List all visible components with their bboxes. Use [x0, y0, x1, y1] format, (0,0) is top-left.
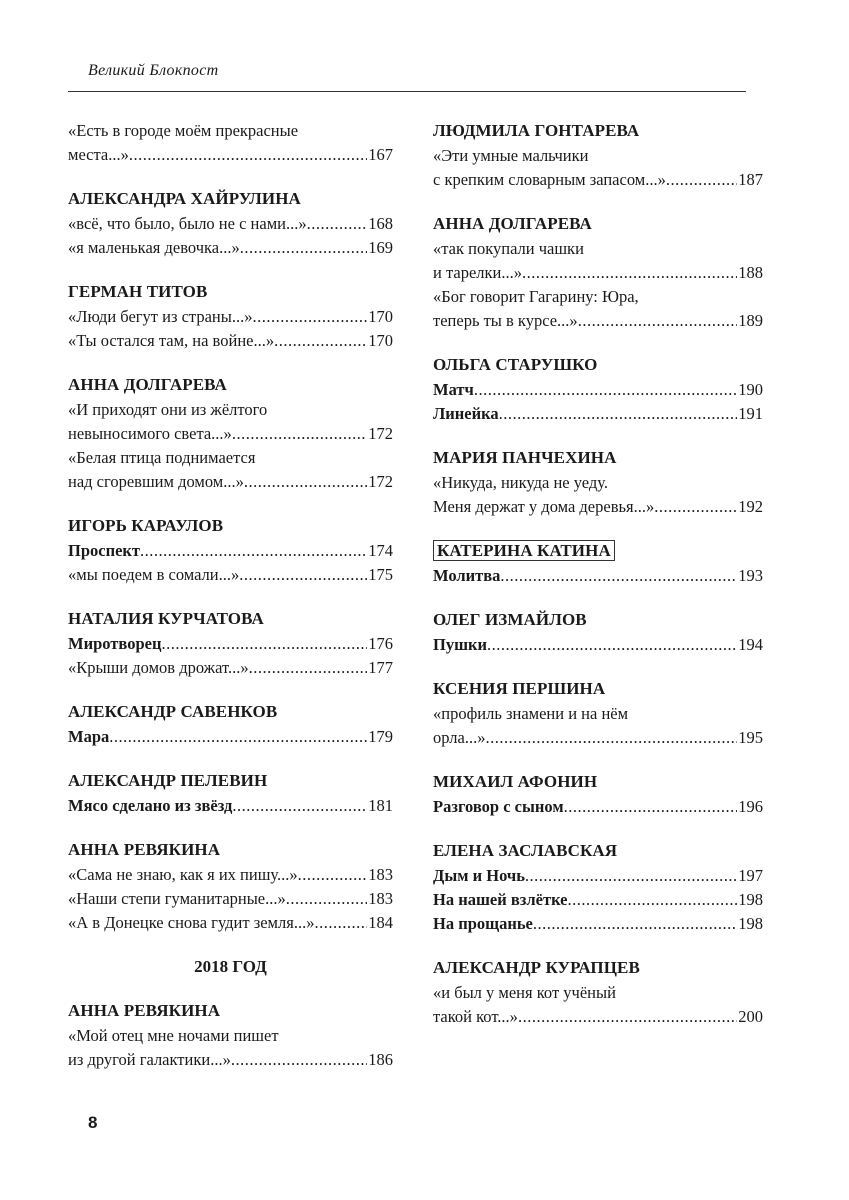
author-name-text: МИХАИЛ АФОНИН — [433, 772, 598, 791]
dot-leader — [232, 422, 367, 446]
dot-leader — [298, 863, 368, 887]
dot-leader — [568, 888, 738, 912]
author-name — [68, 700, 393, 725]
author-name — [68, 838, 393, 863]
dot-leader — [244, 470, 367, 494]
entry-row — [68, 656, 393, 680]
toc-entry[interactable] — [68, 446, 393, 494]
entry-title: «Крыши домов дрожат...» — [68, 658, 249, 677]
entry-title: На прощанье — [433, 914, 533, 933]
dot-leader — [474, 378, 737, 402]
entry-row — [433, 402, 763, 426]
author-name-text: АЛЕКСАНДР ПЕЛЕВИН — [68, 771, 268, 790]
toc-entry[interactable] — [68, 656, 393, 680]
toc-entry[interactable] — [433, 378, 763, 402]
entry-title: «всё, что было, было не с нами...» — [68, 214, 307, 233]
entry-page: 181 — [368, 796, 393, 815]
entry-title: орла...» — [433, 728, 486, 747]
dot-leader — [161, 632, 367, 656]
entry-page: 172 — [368, 424, 393, 443]
entry-row — [433, 378, 763, 402]
toc-entry[interactable] — [68, 911, 393, 935]
toc-group — [433, 353, 763, 426]
entry-page: 197 — [738, 866, 763, 885]
author-name — [433, 446, 763, 471]
toc-group — [68, 280, 393, 353]
entry-row — [68, 794, 393, 818]
entry-title-line: «Мой отец мне ночами пишет — [68, 1026, 279, 1045]
toc-entry[interactable] — [433, 912, 763, 936]
toc-group — [68, 999, 393, 1072]
entry-row — [68, 212, 393, 236]
header-rule — [68, 91, 746, 92]
author-name-text: АЛЕКСАНДРА ХАЙРУЛИНА — [68, 189, 301, 208]
entry-page: 175 — [368, 565, 393, 584]
entry-row — [68, 539, 393, 563]
dot-leader — [274, 329, 367, 353]
entry-page: 189 — [738, 311, 763, 330]
author-name-text: КАТЕРИНА КАТИНА — [433, 540, 615, 561]
entry-title: На нашей взлётке — [433, 890, 568, 909]
toc-entry[interactable] — [433, 471, 763, 519]
dot-leader — [500, 564, 737, 588]
entry-row — [433, 564, 763, 588]
toc-entry[interactable] — [68, 329, 393, 353]
entry-title: «Ты остался там, на войне...» — [68, 331, 275, 350]
entry-row — [68, 143, 393, 167]
entry-page: 174 — [368, 541, 393, 560]
toc-group — [433, 770, 763, 819]
dot-leader — [109, 725, 367, 749]
dot-leader — [240, 236, 368, 260]
entry-row — [68, 1048, 393, 1072]
toc-entry[interactable] — [433, 144, 763, 192]
dot-leader — [239, 563, 367, 587]
entry-title: «мы поедем в сомали...» — [68, 565, 240, 584]
dot-leader — [249, 656, 368, 680]
toc-group — [68, 187, 393, 260]
dot-leader — [231, 1048, 367, 1072]
dot-leader — [252, 305, 367, 329]
entry-title: Мясо сделано из звёзд — [68, 796, 233, 815]
entry-page: 194 — [738, 635, 763, 654]
entry-row — [433, 633, 763, 657]
entry-page: 192 — [738, 497, 763, 516]
toc-group — [68, 119, 393, 167]
toc-entry[interactable] — [433, 864, 763, 888]
author-name-text: ЕЛЕНА ЗАСЛАВСКАЯ — [433, 841, 618, 860]
running-head: Великий Блокпост — [88, 62, 219, 79]
entry-title: невыносимого света...» — [68, 424, 232, 443]
entry-row — [68, 911, 393, 935]
author-name — [433, 353, 763, 378]
toc-entry[interactable] — [68, 1024, 393, 1072]
entry-page: 190 — [738, 380, 763, 399]
dot-leader — [485, 726, 737, 750]
entry-row — [68, 632, 393, 656]
toc-entry[interactable] — [68, 305, 393, 329]
author-name — [433, 839, 763, 864]
toc-group — [433, 212, 763, 333]
entry-row — [68, 863, 393, 887]
entry-row — [68, 236, 393, 260]
entry-page: 200 — [738, 1007, 763, 1026]
entry-title: места...» — [68, 145, 129, 164]
entry-page: 170 — [368, 331, 393, 350]
entry-row — [433, 912, 763, 936]
toc-right-column — [433, 119, 763, 1049]
author-name — [433, 677, 763, 702]
dot-leader — [487, 633, 737, 657]
toc-entry[interactable] — [68, 212, 393, 236]
entry-title: Молитва — [433, 566, 501, 585]
entry-row — [68, 305, 393, 329]
toc-group — [68, 514, 393, 587]
author-name-text: АННА ДОЛГАРЕВА — [433, 214, 592, 233]
author-name — [68, 280, 393, 305]
entry-title: с крепким словарным запасом...» — [433, 170, 666, 189]
toc-group — [433, 608, 763, 657]
toc-entry[interactable] — [433, 237, 763, 285]
entry-page: 186 — [368, 1050, 393, 1069]
author-name — [433, 956, 763, 981]
toc-group — [68, 700, 393, 749]
entry-title: Разговор с сыном — [433, 797, 564, 816]
entry-row — [433, 864, 763, 888]
dot-leader — [654, 495, 737, 519]
dot-leader — [232, 794, 367, 818]
toc-entry[interactable] — [68, 563, 393, 587]
author-name — [68, 514, 393, 539]
author-name-text: ОЛЬГА СТАРУШКО — [433, 355, 598, 374]
entry-row — [433, 309, 763, 333]
author-name-text: АННА РЕВЯКИНА — [68, 840, 221, 859]
toc-entry[interactable] — [68, 887, 393, 911]
entry-title: Пушки — [433, 635, 488, 654]
entry-page: 172 — [368, 472, 393, 491]
author-name — [433, 539, 763, 564]
entry-page: 179 — [368, 727, 393, 746]
toc-group — [68, 769, 393, 818]
entry-row — [68, 422, 393, 446]
entry-title-line: «Есть в городе моём прекрасные — [68, 121, 299, 140]
entry-title-line: «И приходят они из жёлтого — [68, 400, 268, 419]
dot-leader — [499, 402, 738, 426]
entry-title-line: «Белая птица поднимается — [68, 448, 256, 467]
entry-title: такой кот...» — [433, 1007, 518, 1026]
toc-entry[interactable] — [68, 236, 393, 260]
toc-entry[interactable] — [433, 285, 763, 333]
dot-leader — [314, 911, 367, 935]
author-name-text: МАРИЯ ПАНЧЕХИНА — [433, 448, 617, 467]
entry-page: 168 — [368, 214, 393, 233]
toc-entry[interactable] — [68, 632, 393, 656]
dot-leader — [518, 1005, 737, 1029]
author-name-text: ИГОРЬ КАРАУЛОВ — [68, 516, 224, 535]
entry-page: 183 — [368, 865, 393, 884]
entry-row — [433, 261, 763, 285]
toc-group — [68, 838, 393, 935]
entry-row — [433, 1005, 763, 1029]
dot-leader — [533, 912, 737, 936]
author-name — [68, 769, 393, 794]
author-name-text: АННА РЕВЯКИНА — [68, 1001, 221, 1020]
entry-title-line: «Бог говорит Гагарину: Юра, — [433, 287, 639, 306]
toc-group — [433, 119, 763, 192]
entry-page: 188 — [738, 263, 763, 282]
entry-page: 191 — [738, 404, 763, 423]
toc-entry[interactable] — [68, 539, 393, 563]
toc-group — [433, 539, 763, 588]
toc-group — [68, 373, 393, 494]
entry-title-line: «профиль знамени и на нём — [433, 704, 629, 723]
author-name — [68, 999, 393, 1024]
dot-leader — [129, 143, 367, 167]
entry-page: 193 — [738, 566, 763, 585]
toc-entry[interactable] — [433, 564, 763, 588]
entry-page: 167 — [368, 145, 393, 164]
toc-entry[interactable] — [68, 398, 393, 446]
entry-page: 184 — [368, 913, 393, 932]
author-name-text: ЛЮДМИЛА ГОНТАРЕВА — [433, 121, 640, 140]
entry-page: 187 — [738, 170, 763, 189]
entry-title: «Люди бегут из страны...» — [68, 307, 253, 326]
toc-group — [433, 956, 763, 1029]
toc-entry[interactable] — [433, 702, 763, 750]
page-number: 8 — [88, 1113, 98, 1132]
toc-entry[interactable] — [433, 795, 763, 819]
entry-title: Дым и Ночь — [433, 866, 525, 885]
author-name-text: ОЛЕГ ИЗМАЙЛОВ — [433, 610, 587, 629]
entry-row — [433, 168, 763, 192]
toc-entry[interactable] — [433, 633, 763, 657]
entry-title-line: «Никуда, никуда не уеду. — [433, 473, 608, 492]
author-name — [433, 608, 763, 633]
author-name-text: АННА ДОЛГАРЕВА — [68, 375, 227, 394]
entry-page: 195 — [738, 728, 763, 747]
dot-leader — [140, 539, 367, 563]
entry-row — [68, 725, 393, 749]
entry-title: Миротворец — [68, 634, 162, 653]
entry-row — [433, 726, 763, 750]
toc-left-column — [68, 119, 393, 1092]
entry-row — [68, 563, 393, 587]
dot-leader — [307, 212, 368, 236]
entry-row — [433, 495, 763, 519]
entry-row — [68, 470, 393, 494]
author-name-text: ГЕРМАН ТИТОВ — [68, 282, 208, 301]
author-name — [68, 373, 393, 398]
author-name — [433, 770, 763, 795]
entry-title: «Наши степи гуманитарные...» — [68, 889, 286, 908]
entry-title: над сгоревшим домом...» — [68, 472, 244, 491]
entry-page: 183 — [368, 889, 393, 908]
toc-entry[interactable] — [68, 794, 393, 818]
entry-title: из другой галактики...» — [68, 1050, 231, 1069]
year-heading: 2018 ГОД — [194, 957, 267, 976]
entry-title-line: «Эти умные мальчики — [433, 146, 589, 165]
entry-title: теперь ты в курсе...» — [433, 311, 578, 330]
dot-leader — [286, 887, 367, 911]
entry-row — [68, 887, 393, 911]
entry-row — [433, 795, 763, 819]
entry-title: Линейка — [433, 404, 499, 423]
entry-page: 177 — [368, 658, 393, 677]
entry-title: и тарелки...» — [433, 263, 522, 282]
author-name — [433, 119, 763, 144]
toc-group — [433, 446, 763, 519]
entry-page: 198 — [738, 914, 763, 933]
dot-leader — [578, 309, 738, 333]
toc-entry[interactable] — [433, 888, 763, 912]
dot-leader — [522, 261, 737, 285]
entry-title: «я маленькая девочка...» — [68, 238, 240, 257]
author-name-text: АЛЕКСАНДР КУРАПЦЕВ — [433, 958, 640, 977]
author-name — [68, 607, 393, 632]
toc-group — [68, 607, 393, 680]
dot-leader — [666, 168, 737, 192]
dot-leader — [564, 795, 738, 819]
toc-entry[interactable] — [68, 863, 393, 887]
entry-page: 176 — [368, 634, 393, 653]
entry-row — [68, 329, 393, 353]
entry-page: 196 — [738, 797, 763, 816]
dot-leader — [525, 864, 737, 888]
entry-page: 169 — [368, 238, 393, 257]
author-name-text: КСЕНИЯ ПЕРШИНА — [433, 679, 606, 698]
toc-entry[interactable] — [433, 981, 763, 1029]
entry-page: 170 — [368, 307, 393, 326]
author-name-text: АЛЕКСАНДР САВЕНКОВ — [68, 702, 278, 721]
entry-title: «Сама не знаю, как я их пишу...» — [68, 865, 298, 884]
entry-title: Проспект — [68, 541, 141, 560]
toc-entry[interactable] — [68, 725, 393, 749]
entry-title: Меня держат у дома деревья...» — [433, 497, 655, 516]
entry-title-line: «и был у меня кот учёный — [433, 983, 616, 1002]
toc-group — [433, 677, 763, 750]
entry-row — [433, 888, 763, 912]
entry-page: 198 — [738, 890, 763, 909]
toc-entry[interactable] — [68, 119, 393, 167]
author-name-text: НАТАЛИЯ КУРЧАТОВА — [68, 609, 264, 628]
entry-title-line: «так покупали чашки — [433, 239, 584, 258]
toc-group — [433, 839, 763, 936]
author-name — [433, 212, 763, 237]
author-name — [68, 187, 393, 212]
toc-entry[interactable] — [433, 402, 763, 426]
entry-title: Матч — [433, 380, 474, 399]
entry-title: «А в Донецке снова гудит земля...» — [68, 913, 315, 932]
entry-title: Мара — [68, 727, 110, 746]
